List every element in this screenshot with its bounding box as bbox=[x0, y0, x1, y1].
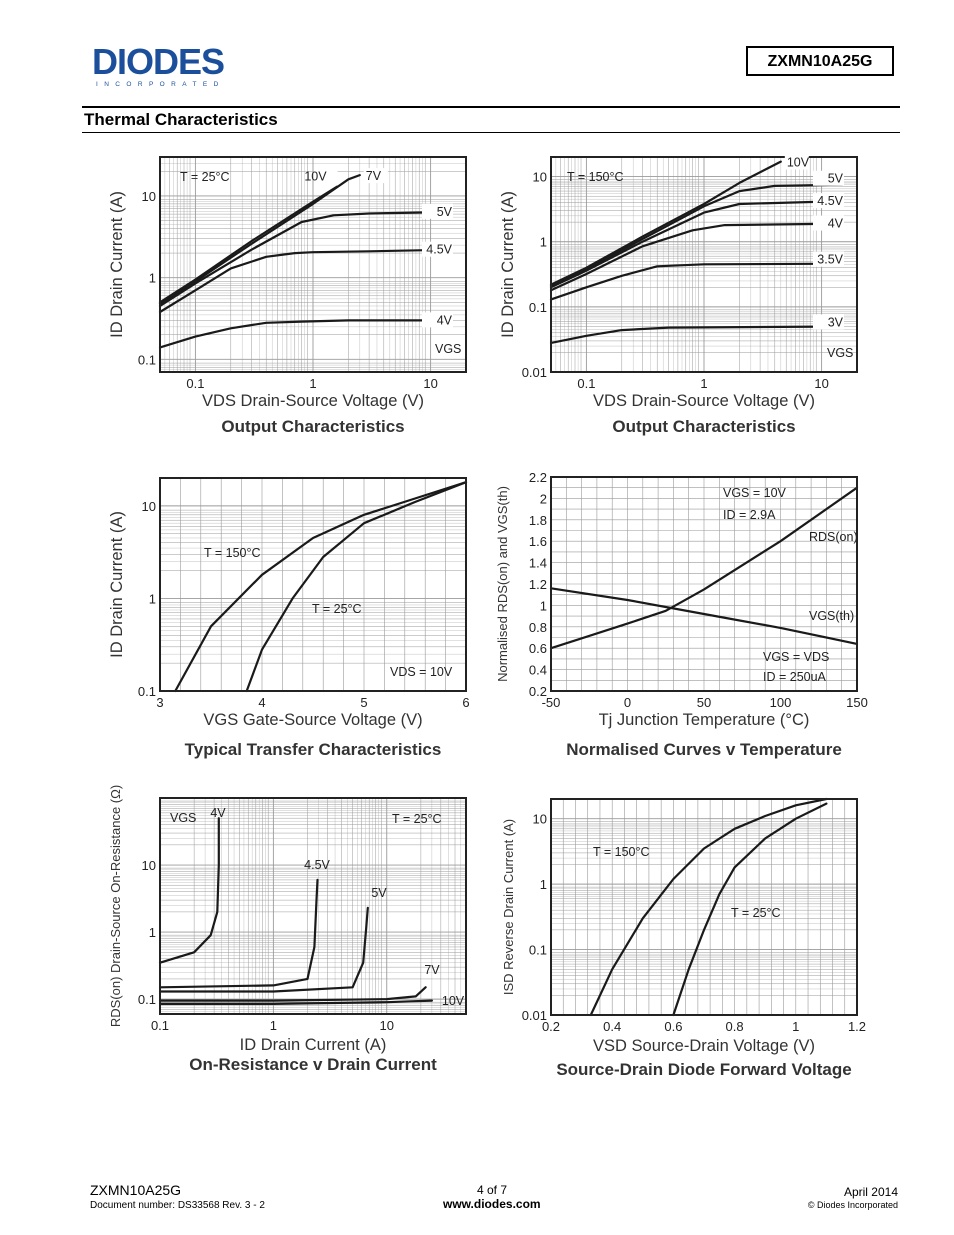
chart-title: Normalised Curves v Temperature bbox=[566, 740, 842, 759]
series-line-4-5v bbox=[160, 250, 451, 312]
annotation-t-25-c: T = 25°C bbox=[180, 170, 230, 184]
series-label-10v: 10V bbox=[786, 155, 810, 170]
chart-title: Source-Drain Diode Forward Voltage bbox=[556, 1060, 852, 1079]
footer-part-number: ZXMN10A25G bbox=[90, 1182, 182, 1198]
y-tick-label: 0.01 bbox=[521, 365, 547, 380]
x-tick-label: 6 bbox=[462, 695, 470, 710]
series-line-7v bbox=[160, 987, 426, 1000]
series-label-t-150-c: T = 150°C bbox=[593, 845, 650, 859]
annotation-vgs: VGS bbox=[170, 811, 197, 825]
y-axis-label: ID Drain Current (A) bbox=[499, 191, 517, 338]
x-tick-label: 50 bbox=[696, 695, 712, 710]
series-line-t-150-c bbox=[591, 799, 827, 1015]
chart-title: Output Characteristics bbox=[221, 417, 405, 436]
y-axis-label: Normalised RDS(on) and VGS(th) bbox=[495, 486, 510, 682]
series-label-5v: 5V bbox=[827, 171, 843, 186]
annotation-vgs: VGS bbox=[435, 342, 462, 356]
series-label-3-5v: 3.5V bbox=[817, 252, 843, 267]
x-tick-label: 100 bbox=[769, 695, 792, 710]
chart-grid bbox=[551, 799, 857, 1015]
y-tick-label: 0.1 bbox=[528, 299, 547, 315]
chart-5 bbox=[108, 785, 466, 1074]
series-line-t-25-c bbox=[247, 482, 466, 691]
series-label-4-5v: 4.5V bbox=[426, 242, 452, 257]
y-tick-label: 1 bbox=[539, 234, 547, 250]
x-tick-label: 10 bbox=[379, 1018, 394, 1033]
series-line-4v bbox=[160, 818, 219, 963]
chart-grid bbox=[160, 798, 466, 1014]
x-axis-label: VSD Source-Drain Voltage (V) bbox=[593, 1037, 815, 1055]
series-label-4-5v: 4.5V bbox=[817, 194, 843, 209]
series-label-5v: 5V bbox=[436, 204, 452, 219]
footer-date: April 2014 bbox=[843, 1185, 898, 1199]
x-tick-label: 0.4 bbox=[603, 1019, 622, 1034]
series-label-vgs-th: VGS(th) bbox=[809, 609, 855, 623]
x-tick-label: 0.6 bbox=[664, 1019, 683, 1034]
x-axis-label: VDS Drain-Source Voltage (V) bbox=[593, 392, 815, 410]
x-tick-label: 4 bbox=[258, 695, 266, 710]
series-label-3v: 3V bbox=[827, 315, 843, 330]
y-tick-label: 0.1 bbox=[137, 352, 156, 368]
chart-grid bbox=[160, 157, 466, 372]
y-tick-label: 1.8 bbox=[528, 512, 547, 528]
x-tick-label: -50 bbox=[541, 695, 561, 710]
y-tick-label: 0.01 bbox=[521, 1008, 547, 1023]
x-tick-label: 0 bbox=[623, 695, 632, 710]
annotation-vgs-vds: VGS = VDS bbox=[763, 650, 830, 664]
series-label-10v: 10V bbox=[304, 169, 327, 184]
annotation-t-150-c: T = 150°C bbox=[567, 170, 624, 184]
series-line-4-5v bbox=[160, 880, 318, 987]
x-axis-label: Tj Junction Temperature (°C) bbox=[598, 711, 810, 729]
y-tick-label: 1 bbox=[148, 591, 156, 607]
x-tick-label: 0.1 bbox=[150, 1018, 170, 1033]
chart-3 bbox=[108, 478, 470, 759]
y-tick-label: 0.1 bbox=[528, 942, 547, 958]
footer-page-number: 4 of 7 bbox=[477, 1183, 508, 1197]
logo-subtext: INCORPORATED bbox=[96, 81, 225, 88]
x-tick-label: 1 bbox=[700, 376, 708, 391]
section-title: Thermal Characteristics bbox=[84, 110, 278, 129]
series-label-7v: 7V bbox=[365, 169, 382, 184]
x-axis-label: VDS Drain-Source Voltage (V) bbox=[202, 392, 424, 410]
chart-title: Output Characteristics bbox=[612, 417, 796, 436]
y-tick-label: 0.1 bbox=[137, 992, 156, 1008]
series-label-t-25-c: T = 25°C bbox=[312, 602, 362, 616]
y-axis-label: ISD Reverse Drain Current (A) bbox=[501, 818, 516, 996]
x-tick-label: 10 bbox=[814, 376, 829, 391]
series-label-4v: 4V bbox=[827, 216, 843, 231]
series-label-10v: 10V bbox=[441, 994, 465, 1008]
x-tick-label: 1 bbox=[792, 1019, 800, 1034]
y-tick-label: 1 bbox=[539, 877, 547, 893]
y-tick-label: 1.2 bbox=[528, 577, 547, 592]
footer-document-number: Document number: DS33568 Rev. 3 - 2 bbox=[90, 1200, 265, 1211]
y-tick-label: 0.6 bbox=[528, 641, 547, 657]
chart-2 bbox=[499, 155, 857, 436]
annotation-vds-10v: VDS = 10V bbox=[390, 665, 453, 679]
series-line-5v bbox=[160, 212, 451, 306]
y-tick-label: 0.2 bbox=[528, 684, 547, 699]
y-tick-label: 2.2 bbox=[528, 470, 547, 485]
series-line-t-150-c bbox=[175, 482, 466, 691]
y-tick-label: 10 bbox=[141, 188, 156, 204]
y-tick-label: 1.4 bbox=[528, 555, 547, 571]
x-axis-label: VGS Gate-Source Voltage (V) bbox=[203, 711, 423, 729]
annotation-id-250ua: ID = 250uA bbox=[763, 670, 826, 684]
x-tick-label: 0.1 bbox=[186, 376, 205, 391]
x-tick-label: 5 bbox=[360, 695, 368, 710]
chart-6 bbox=[501, 799, 866, 1079]
y-axis-label: RDS(on) Drain-Source On-Resistance (Ω) bbox=[108, 784, 123, 1028]
chart-1 bbox=[108, 157, 466, 436]
y-tick-label: 10 bbox=[141, 498, 156, 514]
series-label-7v: 7V bbox=[424, 963, 440, 977]
y-tick-label: 0.1 bbox=[137, 684, 156, 699]
series-line-4-5v bbox=[551, 201, 842, 287]
footer-website-link[interactable]: www.diodes.com bbox=[443, 1197, 541, 1211]
x-tick-label: 1 bbox=[269, 1018, 277, 1033]
y-tick-label: 1 bbox=[539, 598, 547, 614]
y-axis-label: ID Drain Current (A) bbox=[108, 511, 126, 658]
x-tick-label: 150 bbox=[846, 695, 868, 710]
series-label-rds-on: RDS(on) bbox=[809, 530, 858, 544]
annotation-id-2-9a: ID = 2.9A bbox=[723, 508, 776, 522]
series-label-4-5v: 4.5V bbox=[304, 858, 330, 872]
x-tick-label: 0.1 bbox=[577, 376, 596, 391]
x-tick-label: 0.2 bbox=[541, 1019, 561, 1034]
series-label-t-150-c: T = 150°C bbox=[204, 546, 261, 560]
chart-grid bbox=[160, 478, 466, 691]
y-tick-label: 0.4 bbox=[528, 662, 547, 678]
series-label-4v: 4V bbox=[436, 313, 452, 328]
plot-frame bbox=[551, 799, 857, 1015]
annotation-vgs-10v: VGS = 10V bbox=[723, 486, 786, 500]
plot-frame bbox=[160, 798, 466, 1014]
chart-title: On-Resistance v Drain Current bbox=[189, 1055, 437, 1074]
x-axis-label: ID Drain Current (A) bbox=[239, 1036, 387, 1054]
x-tick-label: 3 bbox=[156, 695, 164, 710]
x-tick-label: 1 bbox=[309, 376, 317, 391]
y-tick-label: 10 bbox=[532, 811, 547, 827]
y-axis-label: ID Drain Current (A) bbox=[108, 191, 126, 338]
y-tick-label: 0.8 bbox=[528, 619, 547, 635]
series-line-4v bbox=[551, 224, 842, 291]
y-tick-label: 1 bbox=[148, 925, 156, 941]
series-line-4v bbox=[160, 320, 451, 347]
y-tick-label: 2 bbox=[539, 491, 547, 507]
part-number-box: ZXMN10A25G bbox=[746, 46, 894, 76]
series-label-4v: 4V bbox=[210, 806, 226, 820]
x-tick-label: 1.2 bbox=[847, 1019, 867, 1034]
y-tick-label: 1.6 bbox=[528, 534, 547, 550]
x-tick-label: 0.8 bbox=[725, 1019, 744, 1034]
logo-wordmark: DIODES bbox=[92, 42, 225, 82]
y-tick-label: 10 bbox=[141, 858, 156, 874]
chart-title: Typical Transfer Characteristics bbox=[184, 740, 442, 759]
annotation-vgs: VGS bbox=[827, 346, 854, 360]
x-tick-label: 10 bbox=[423, 376, 438, 391]
chart-4 bbox=[495, 470, 868, 759]
footer-copyright: © Diodes Incorporated bbox=[807, 1200, 898, 1210]
series-label-5v: 5V bbox=[371, 886, 387, 900]
y-tick-label: 10 bbox=[532, 169, 547, 185]
series-label-t-25-c: T = 25°C bbox=[731, 906, 781, 920]
annotation-t-25-c: T = 25°C bbox=[392, 812, 442, 826]
series-line-3v bbox=[551, 327, 842, 343]
y-tick-label: 1 bbox=[148, 270, 156, 286]
